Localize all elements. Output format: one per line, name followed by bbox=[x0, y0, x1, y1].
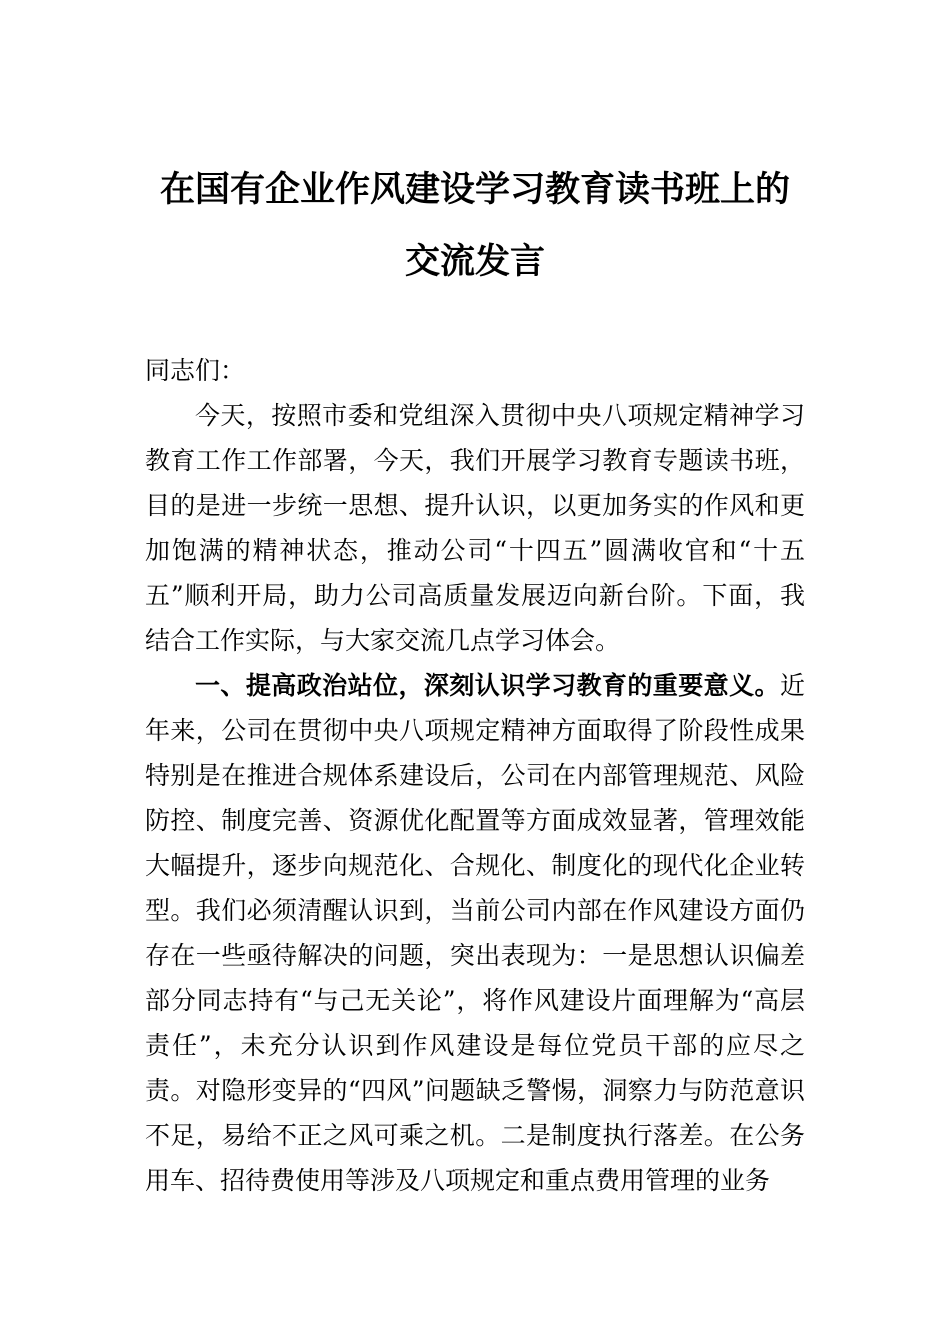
paragraph-1-text: 今天，按照市委和党组深入贯彻中央八项规定精神学习教育工作工作部署，今天，我们开展学习教育专题读书班，目的是进一步统一思想、提升认识，以更加务实的作风和更加饱满的精神状态，推动公司“十四五”圆满收官和“十五五”顺利开局，助力公司高质量发展迈向新台阶。下面，我结合工作实际，与大家交流几点学习体会。 bbox=[145, 401, 805, 655]
paragraph-2-text: 近年来，公司在贯彻中央八项规定精神方面取得了阶段性成果特别是在推进合规体系建设后，公司在内部管理规范、风险防控、制度完善、资源优化配置等方面成效显著，管理效能大幅提升，逐步向规范化、合规化、制度化的现代化企业转型。我们必须清醒认识到，当前公司内部在作风建设方面仍存在一些亟待解决的问题，突出表现为：一是思想认识偏差部分同志持有“与己无关论”，将作风建设片面理解为“高层责任”，未充分认识到作风建设是每位党员干部的应尽之责。对隐形变异的“四风”问题缺乏警惕，洞察力与防范意识不足，易给不正之风可乘之机。二是制度执行落差。在公务用车、招待费使用等涉及八项规定和重点费用管理的业务 bbox=[145, 671, 805, 1195]
paragraph-1 bbox=[145, 393, 805, 663]
document-body bbox=[145, 348, 805, 1203]
document-content bbox=[145, 154, 805, 1203]
salutation: 同志们： bbox=[145, 356, 246, 385]
document-title: 在国有企业作风建设学习教育读书班上的交流发言 bbox=[159, 169, 790, 282]
section-1-heading: 一、提高政治站位，深刻认识学习教育的重要意义。 bbox=[195, 671, 780, 700]
paragraph-2 bbox=[145, 663, 805, 1203]
